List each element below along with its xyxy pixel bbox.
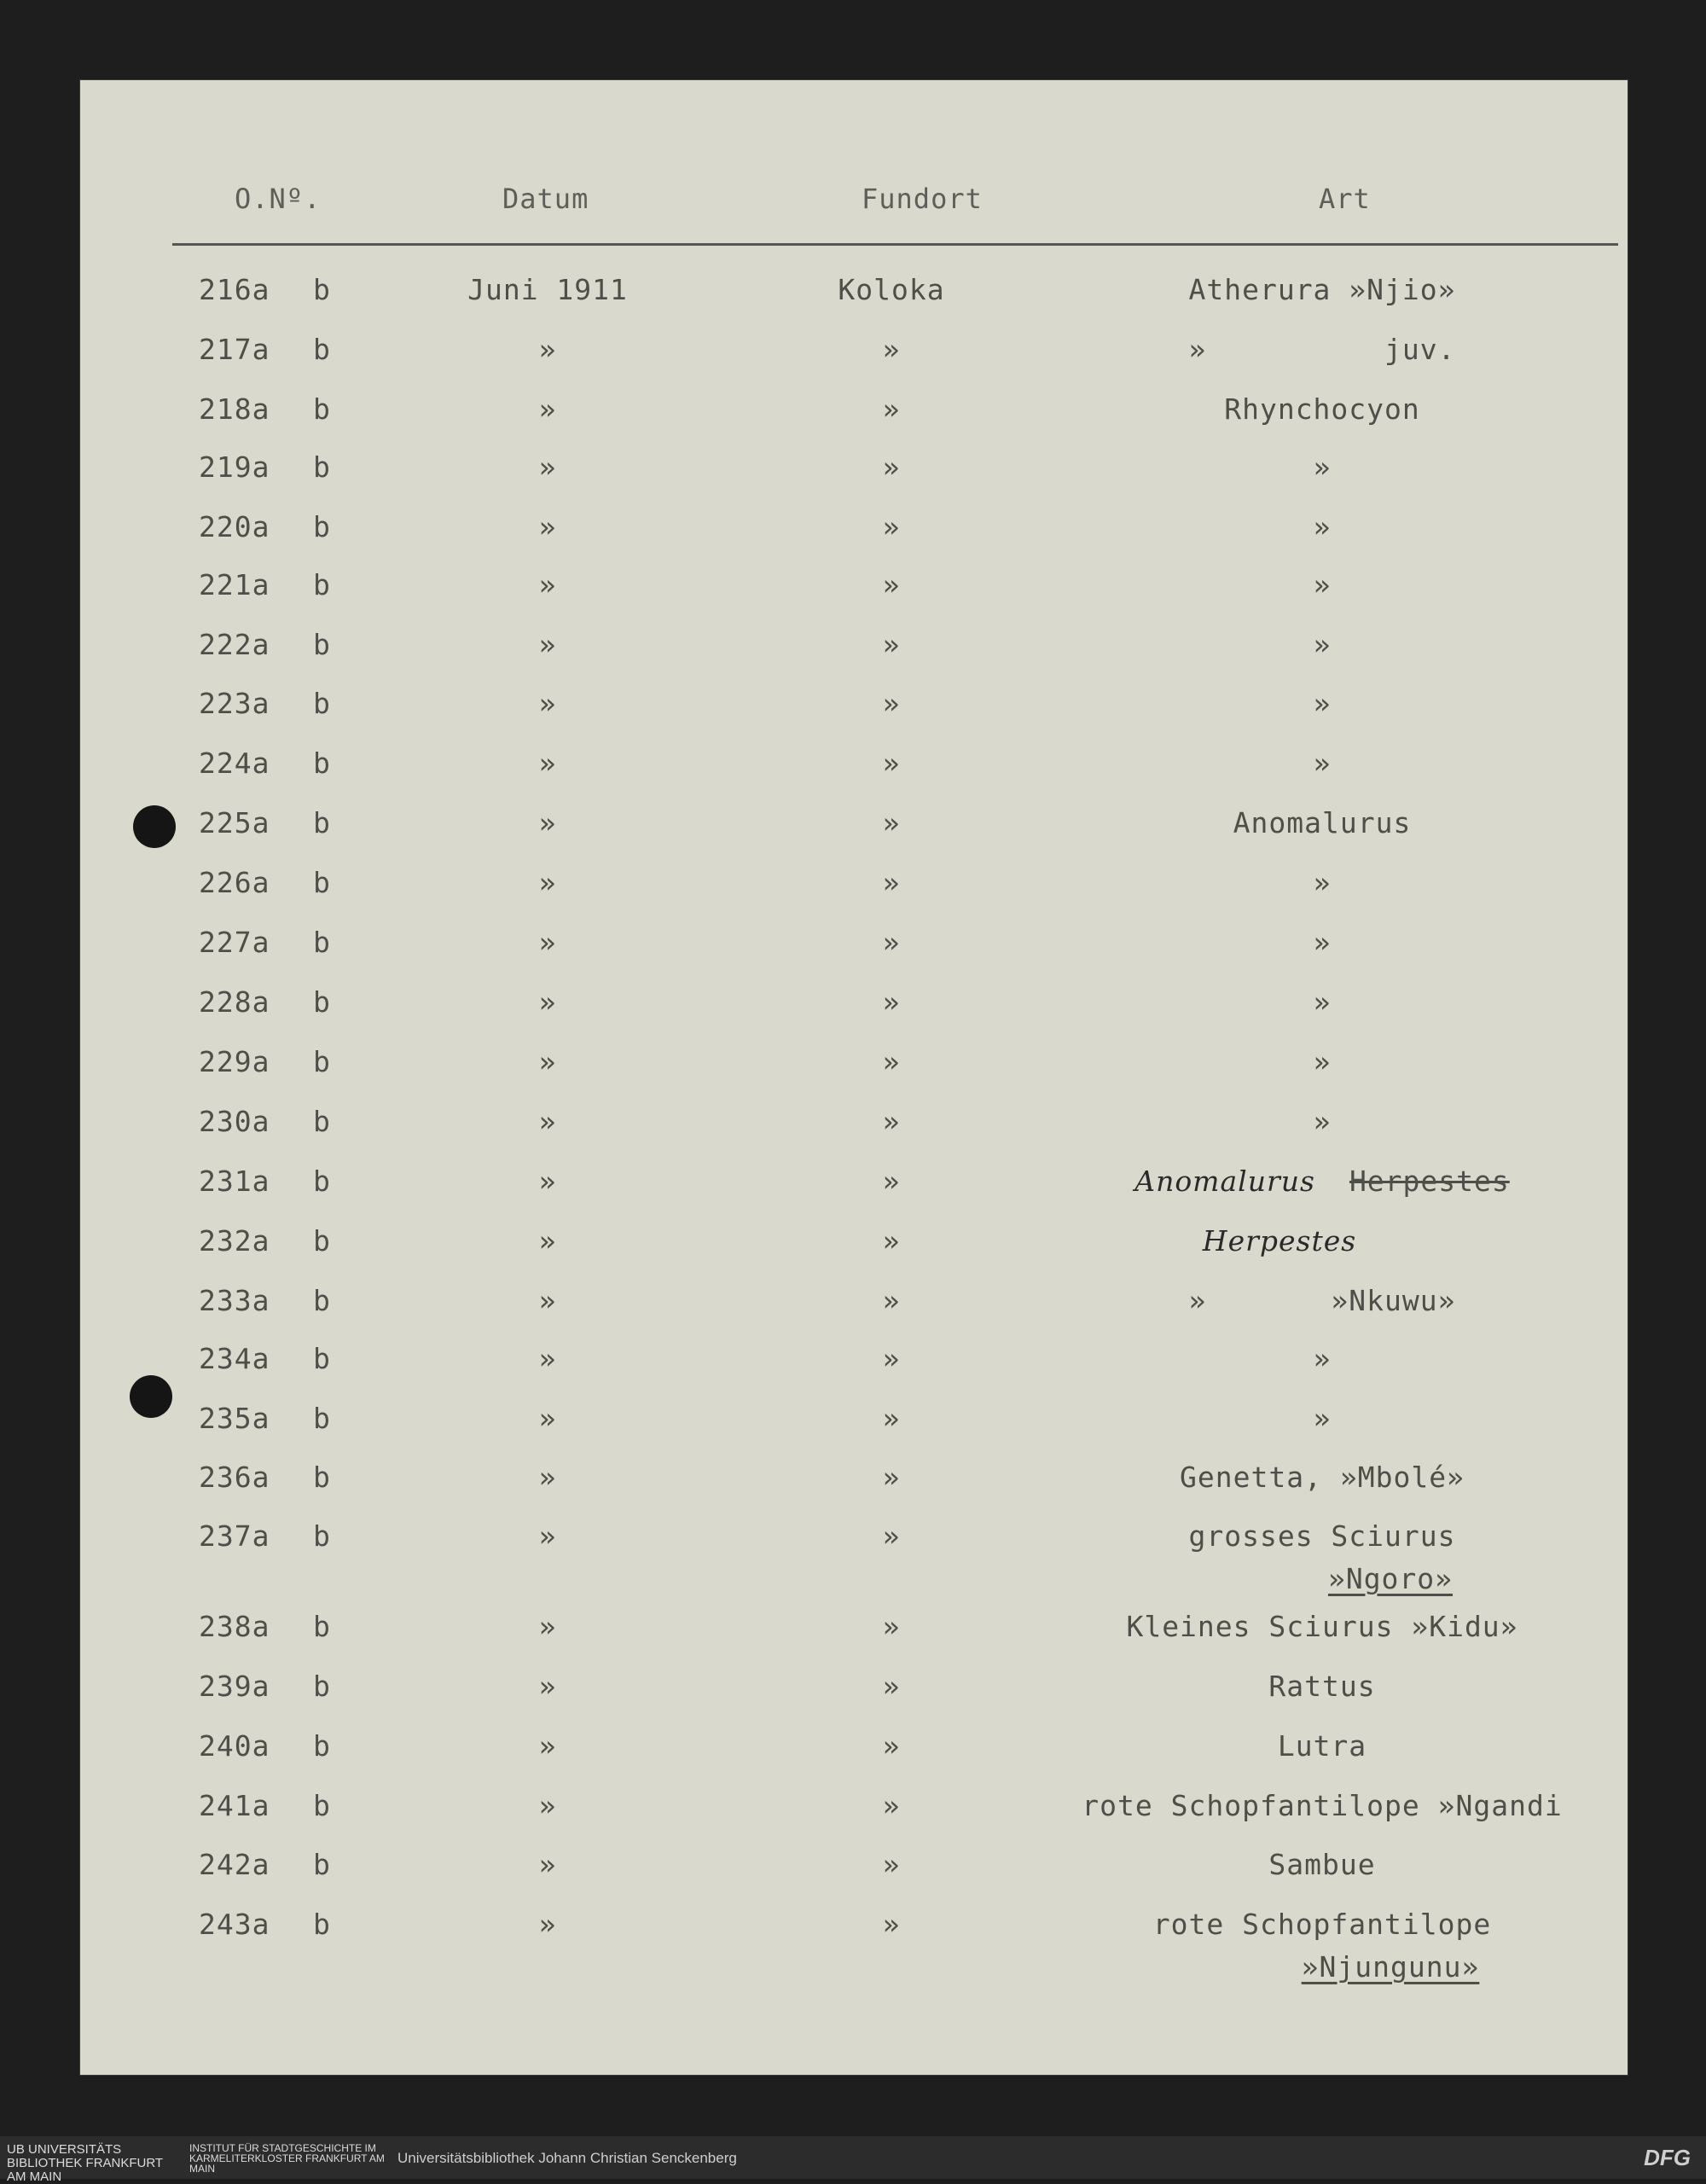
entry-number: 231a bbox=[199, 1165, 270, 1198]
entry-art: » bbox=[1313, 1342, 1332, 1375]
entry-b: b bbox=[313, 1284, 331, 1317]
table-row bbox=[0, 1610, 1706, 1653]
entry-b: b bbox=[313, 510, 331, 543]
entry-datum: » bbox=[538, 866, 557, 899]
entry-art: Kleines Sciurus »Kidu» bbox=[1126, 1610, 1518, 1643]
entry-fundort: » bbox=[882, 1729, 901, 1763]
table-row bbox=[0, 273, 1706, 316]
entry-art: » bbox=[1313, 1105, 1332, 1138]
table-row bbox=[0, 1105, 1706, 1147]
entry-number: 222a bbox=[199, 628, 270, 661]
table-row bbox=[0, 1908, 1706, 1984]
entry-art: grosses Sciurus bbox=[1188, 1519, 1456, 1553]
entry-b: b bbox=[313, 1729, 331, 1763]
library-name: Universitätsbibliothek Johann Christian Senckenberg bbox=[397, 2150, 737, 2166]
entry-b: b bbox=[313, 985, 331, 1019]
table-row bbox=[0, 1165, 1706, 1207]
entry-datum: » bbox=[538, 1729, 557, 1763]
entry-number: 229a bbox=[199, 1045, 270, 1078]
entry-datum: » bbox=[538, 1610, 557, 1643]
entry-number: 238a bbox=[199, 1610, 270, 1643]
table-row bbox=[0, 1789, 1706, 1832]
entry-fundort: » bbox=[882, 1908, 901, 1941]
entry-art: » »Nkuwu» bbox=[1188, 1284, 1456, 1317]
entry-number: 243a bbox=[199, 1908, 270, 1941]
entry-datum: » bbox=[538, 1105, 557, 1138]
entry-number: 228a bbox=[199, 985, 270, 1019]
table-row bbox=[0, 806, 1706, 849]
entry-b: b bbox=[313, 273, 331, 306]
entry-datum: » bbox=[538, 568, 557, 601]
entry-number: 236a bbox=[199, 1461, 270, 1494]
entry-b: b bbox=[313, 1402, 331, 1435]
entry-fundort: » bbox=[882, 1610, 901, 1643]
entry-art: » bbox=[1313, 628, 1332, 661]
entry-number: 226a bbox=[199, 866, 270, 899]
table-row bbox=[0, 1284, 1706, 1327]
entry-datum: » bbox=[538, 746, 557, 780]
entry-b: b bbox=[313, 866, 331, 899]
entry-art: Genetta, »Mbolé» bbox=[1180, 1461, 1465, 1494]
table-row bbox=[0, 333, 1706, 375]
entry-b: b bbox=[313, 1224, 331, 1258]
entry-b: b bbox=[313, 806, 331, 839]
entry-b: b bbox=[313, 1105, 331, 1138]
entry-b: b bbox=[313, 1670, 331, 1703]
entry-b: b bbox=[313, 333, 331, 366]
entry-datum: Juni 1911 bbox=[467, 273, 628, 306]
table-row bbox=[0, 510, 1706, 553]
entry-datum: » bbox=[538, 628, 557, 661]
entry-b: b bbox=[313, 1461, 331, 1494]
entry-datum: » bbox=[538, 1670, 557, 1703]
entry-b: b bbox=[313, 1610, 331, 1643]
entry-datum: » bbox=[538, 1165, 557, 1198]
entry-b: b bbox=[313, 392, 331, 426]
footer-bar bbox=[0, 2136, 1706, 2184]
entry-b: b bbox=[313, 1789, 331, 1822]
entry-b: b bbox=[313, 1519, 331, 1553]
entry-number: 225a bbox=[199, 806, 270, 839]
entry-art: Sambue bbox=[1268, 1848, 1376, 1881]
entry-number: 216a bbox=[199, 273, 270, 306]
entry-fundort: » bbox=[882, 687, 901, 720]
entry-fundort: » bbox=[882, 1670, 901, 1703]
entry-art: » bbox=[1313, 568, 1332, 601]
entry-number: 234a bbox=[199, 1342, 270, 1375]
entry-fundort: Koloka bbox=[838, 273, 945, 306]
entry-b: b bbox=[313, 1045, 331, 1078]
table-row bbox=[0, 392, 1706, 435]
entry-art: Lutra bbox=[1277, 1729, 1367, 1763]
entry-datum: » bbox=[538, 926, 557, 959]
table-row bbox=[0, 1461, 1706, 1503]
dfg-logo: DFG bbox=[1644, 2145, 1691, 2170]
entry-art: » juv. bbox=[1188, 333, 1456, 366]
entry-datum: » bbox=[538, 1908, 557, 1941]
table-row bbox=[0, 866, 1706, 909]
table-row bbox=[0, 1848, 1706, 1891]
entry-fundort: » bbox=[882, 985, 901, 1019]
entry-datum: » bbox=[538, 1224, 557, 1258]
entry-fundort: » bbox=[882, 1165, 901, 1198]
isg-logo: INSTITUT FÜR STADTGESCHICHTE IM KARMELITERKLOSTER FRANKFURT AM MAIN bbox=[189, 2142, 385, 2175]
entry-art: » bbox=[1313, 450, 1332, 484]
entry-number: 219a bbox=[199, 450, 270, 484]
entry-b: b bbox=[313, 1908, 331, 1941]
header-fundort: Fundort bbox=[862, 183, 983, 215]
entry-datum: » bbox=[538, 687, 557, 720]
entry-art: » bbox=[1313, 1045, 1332, 1078]
entry-number: 240a bbox=[199, 1729, 270, 1763]
table-row bbox=[0, 746, 1706, 789]
entry-art: » bbox=[1313, 1402, 1332, 1435]
entry-number: 218a bbox=[199, 392, 270, 426]
table-row bbox=[0, 687, 1706, 729]
entry-number: 223a bbox=[199, 687, 270, 720]
table-row bbox=[0, 628, 1706, 671]
header-datum: Datum bbox=[502, 183, 589, 215]
table-row bbox=[0, 1224, 1706, 1267]
entry-fundort: » bbox=[882, 450, 901, 484]
entry-fundort: » bbox=[882, 568, 901, 601]
entry-art-corrected bbox=[1024, 1165, 1621, 1198]
entry-art: » bbox=[1313, 985, 1332, 1019]
table-row bbox=[0, 985, 1706, 1028]
entry-fundort: » bbox=[882, 1519, 901, 1553]
entry-datum: » bbox=[538, 1402, 557, 1435]
table-row bbox=[0, 1402, 1706, 1444]
entry-b: b bbox=[313, 450, 331, 484]
handwritten-art: Herpestes bbox=[1202, 1224, 1357, 1258]
ub-logo: UB UNIVERSITÄTS BIBLIOTHEK FRANKFURT AM MAIN bbox=[7, 2142, 163, 2184]
entry-fundort: » bbox=[882, 1105, 901, 1138]
entry-datum: » bbox=[538, 1045, 557, 1078]
entry-fundort: » bbox=[882, 1224, 901, 1258]
table-row bbox=[0, 926, 1706, 968]
entry-art: Rhynchocyon bbox=[1224, 392, 1420, 426]
table-row bbox=[0, 1670, 1706, 1712]
entry-fundort: » bbox=[882, 1789, 901, 1822]
entry-fundort: » bbox=[882, 1284, 901, 1317]
entry-art: Atherura »Njio» bbox=[1188, 273, 1456, 306]
struck-text: Herpestes bbox=[1349, 1165, 1510, 1198]
entry-number: 237a bbox=[199, 1519, 270, 1553]
entry-fundort: » bbox=[882, 628, 901, 661]
header-rule bbox=[172, 243, 1618, 246]
entry-datum: » bbox=[538, 1789, 557, 1822]
entry-number: 233a bbox=[199, 1284, 270, 1317]
entry-number: 217a bbox=[199, 333, 270, 366]
entry-art: » bbox=[1313, 746, 1332, 780]
entry-datum: » bbox=[538, 450, 557, 484]
entry-fundort: » bbox=[882, 510, 901, 543]
handwritten-correction: Anomalurus bbox=[1134, 1165, 1315, 1198]
entry-fundort: » bbox=[882, 866, 901, 899]
entry-fundort: » bbox=[882, 1342, 901, 1375]
entry-datum: » bbox=[538, 510, 557, 543]
entry-art-line2: »Ngoro» bbox=[1327, 1562, 1454, 1595]
entry-number: 221a bbox=[199, 568, 270, 601]
header-art: Art bbox=[1319, 183, 1371, 215]
entry-datum: » bbox=[538, 1342, 557, 1375]
entry-datum: » bbox=[538, 333, 557, 366]
entry-b: b bbox=[313, 1165, 331, 1198]
entry-fundort: » bbox=[882, 1848, 901, 1881]
entry-fundort: » bbox=[882, 926, 901, 959]
entry-art-line2: »Njungunu» bbox=[1301, 1950, 1480, 1984]
entry-b: b bbox=[313, 628, 331, 661]
entry-fundort: » bbox=[882, 1045, 901, 1078]
entry-datum: » bbox=[538, 392, 557, 426]
entry-datum: » bbox=[538, 985, 557, 1019]
entry-art: rote Schopfantilope bbox=[1152, 1908, 1492, 1941]
entry-art: » bbox=[1313, 926, 1332, 959]
table-row bbox=[0, 450, 1706, 493]
entry-art: rote Schopfantilope »Ngandi bbox=[1082, 1789, 1563, 1822]
entry-b: b bbox=[313, 1848, 331, 1881]
entry-datum: » bbox=[538, 1519, 557, 1553]
entry-number: 220a bbox=[199, 510, 270, 543]
entry-fundort: » bbox=[882, 746, 901, 780]
entry-number: 239a bbox=[199, 1670, 270, 1703]
entry-art: Anomalurus bbox=[1233, 806, 1412, 839]
entry-fundort: » bbox=[882, 392, 901, 426]
header-onr: O.Nº. bbox=[235, 183, 322, 215]
entry-number: 235a bbox=[199, 1402, 270, 1435]
entry-datum: » bbox=[538, 806, 557, 839]
entry-fundort: » bbox=[882, 1402, 901, 1435]
entry-number: 227a bbox=[199, 926, 270, 959]
entry-number: 224a bbox=[199, 746, 270, 780]
entry-b: b bbox=[313, 926, 331, 959]
entry-datum: » bbox=[538, 1284, 557, 1317]
entry-number: 232a bbox=[199, 1224, 270, 1258]
entry-b: b bbox=[313, 687, 331, 720]
table-row bbox=[0, 1342, 1706, 1385]
entry-art: » bbox=[1313, 687, 1332, 720]
entry-number: 241a bbox=[199, 1789, 270, 1822]
entry-b: b bbox=[313, 1342, 331, 1375]
entry-fundort: » bbox=[882, 806, 901, 839]
entry-b: b bbox=[313, 746, 331, 780]
entry-b: b bbox=[313, 568, 331, 601]
entry-art: » bbox=[1313, 866, 1332, 899]
entry-number: 242a bbox=[199, 1848, 270, 1881]
entry-datum: » bbox=[538, 1848, 557, 1881]
entry-art: » bbox=[1313, 510, 1332, 543]
table-row bbox=[0, 1729, 1706, 1772]
table-row bbox=[0, 1519, 1706, 1595]
table-row bbox=[0, 1045, 1706, 1088]
entry-datum: » bbox=[538, 1461, 557, 1494]
entry-fundort: » bbox=[882, 333, 901, 366]
entry-number: 230a bbox=[199, 1105, 270, 1138]
entry-fundort: » bbox=[882, 1461, 901, 1494]
table-row bbox=[0, 568, 1706, 611]
entry-art: Rattus bbox=[1268, 1670, 1376, 1703]
